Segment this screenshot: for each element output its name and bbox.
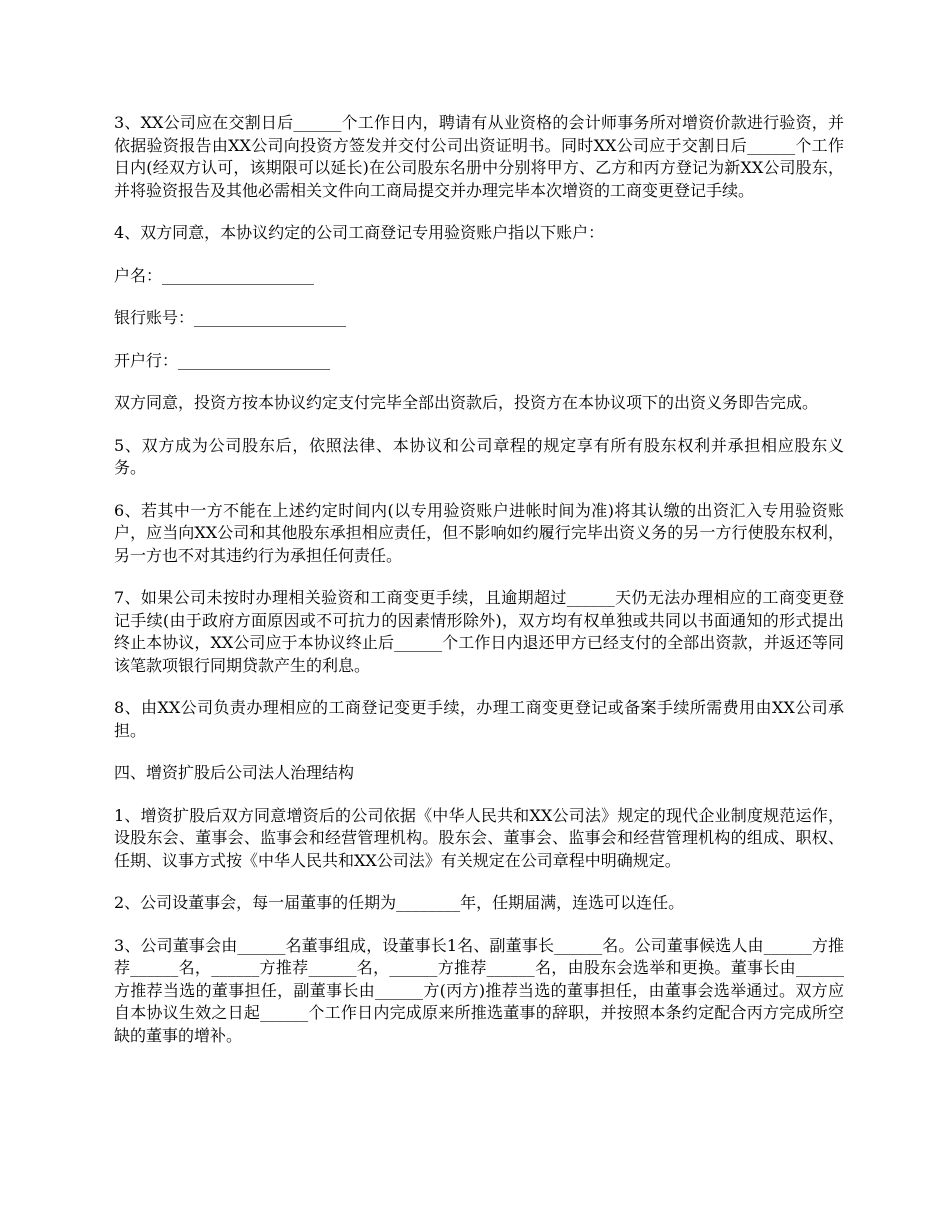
clause-5-shareholder-rights: 5、双方成为公司股东后，依照法律、本协议和公司章程的规定享有所有股东权利并承担相应股东义务。 bbox=[114, 435, 844, 477]
governance-clause-3: 3、公司董事会由______名董事组成，设董事长1名、副董事长______名。公司董事候选人由______方推荐______名，______方推荐______名，______方推荐______名，由股东会选举和更换。董事长由______方推荐当选的董事担任，副董事长由______方(丙方)推荐当选的董事担任，由董事会选举通过。双方应自本协议生效之日起______个工作日内完成原来所推选董事的辞职，并按照本条约定配合丙方完成所空缺的董事的增补。 bbox=[114, 935, 844, 1045]
clause-7-termination: 7、如果公司未按时办理相关验资和工商变更手续，且逾期超过______天仍无法办理相应的工商变更登记手续(由于政府方面原因或不可抗力的因素情形除外)，双方均有权单独或共同以书面通知的形式提出终止本协议，XX公司应于本协议终止后______个工作日内退还甲方已经支付的全部出资款，并返还等同该笔款项银行同期贷款产生的利息。 bbox=[114, 588, 844, 675]
governance-clause-1: 1、增资扩股后双方同意增资后的公司依据《中华人民共和XX公司法》规定的现代企业制度规范运作，设股东会、董事会、监事会和经营管理机构。股东会、董事会、监事会和经营管理机构的组成、职权、任期、议事方式按《中华人民共和XX公司法》有关规定在公司章程中明确规定。 bbox=[114, 805, 844, 870]
clause-6-default-liability: 6、若其中一方不能在上述约定时间内(以专用验资账户进帐时间为准)将其认缴的出资汇入专用验资账户，应当向XX公司和其他股东承担相应责任，但不影响如约履行完毕出资义务的另一方行使股东权利，另一方也不对其违约行为承担任何责任。 bbox=[114, 500, 844, 565]
document-body bbox=[114, 112, 844, 1067]
clause-8-registration-fees: 8、由XX公司负责办理相应的工商登记变更手续，办理工商变更登记或备案手续所需费用由XX公司承担。 bbox=[114, 698, 844, 740]
clause-4-verification-account: 4、双方同意，本协议约定的公司工商登记专用验资账户指以下账户： bbox=[114, 223, 605, 242]
account-name-line: 户名：___________________ bbox=[114, 265, 315, 285]
governance-clause-2: 2、公司设董事会，每一届董事的任期为________年，任期届满，连选可以连任。 bbox=[114, 893, 685, 912]
clause-3-capital-verification: 3、XX公司应在交割日后______个工作日内，聘请有从业资格的会计师事务所对增资价款进行验资，并依据验资报告由XX公司向投资方签发并交付公司出资证明书。同时XX公司应于交割日后______个工作日内(经双方认可，该期限可以延长)在公司股东名册中分别将甲方、乙方和丙方登记为新XX公司股东，并将验资报告及其他必需相关文件向工商局提交并办理完毕本次增资的工商变更登记手续。 bbox=[114, 113, 844, 200]
opening-bank-line: 开户行：___________________ bbox=[114, 350, 331, 370]
contribution-completion-paragraph: 双方同意，投资方按本协议约定支付完毕全部出资款后，投资方在本协议项下的出资义务即告完成。 bbox=[114, 393, 819, 412]
section-4-heading: 四、增资扩股后公司法人治理结构 bbox=[114, 763, 355, 782]
bank-account-number-line: 银行账号：___________________ bbox=[114, 308, 347, 327]
